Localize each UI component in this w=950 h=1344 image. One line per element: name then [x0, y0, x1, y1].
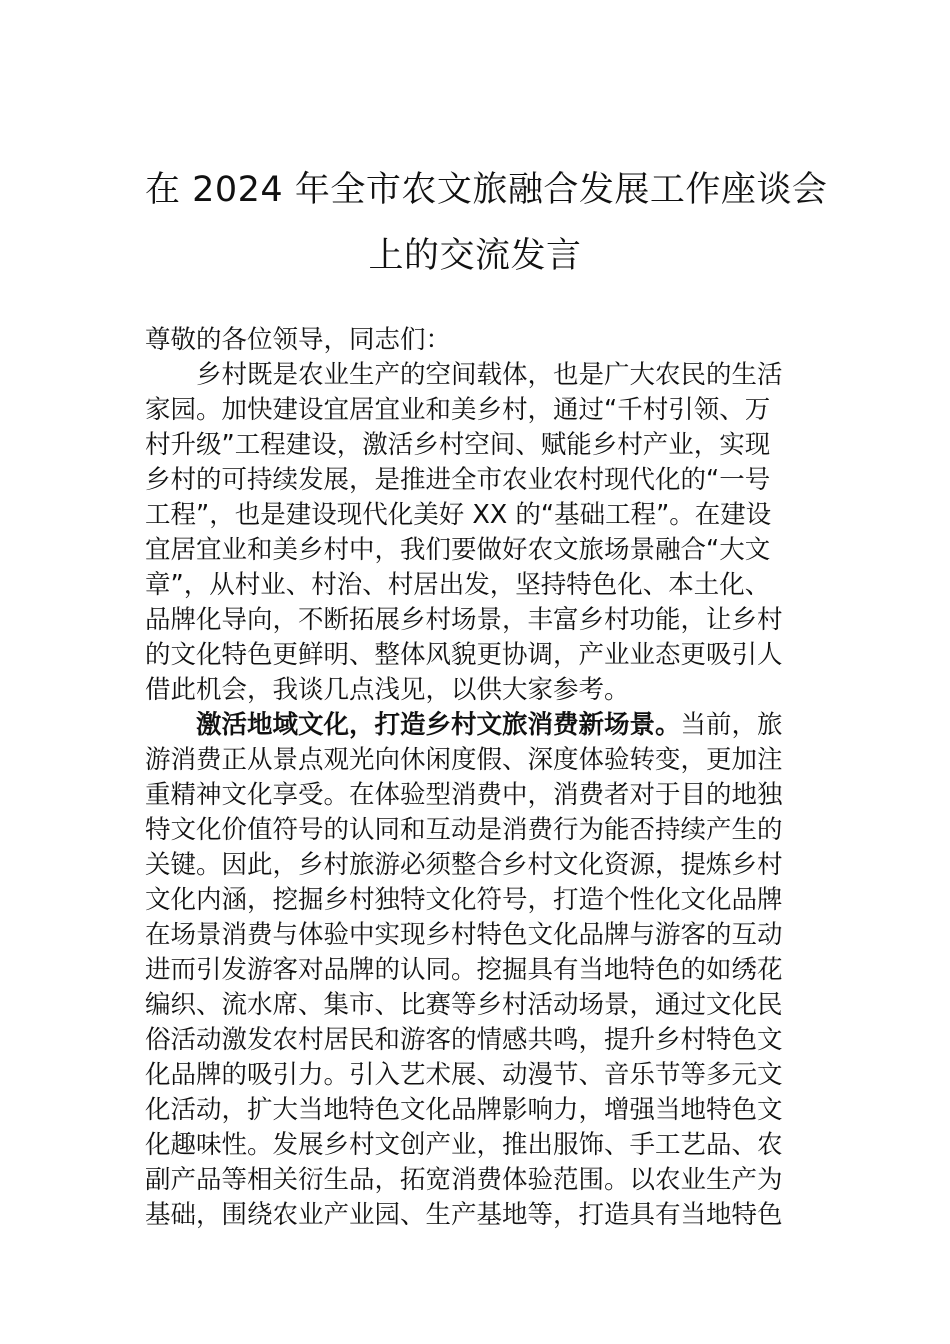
paragraph-2-heading: 激活地域文化，打造乡村文旅消费新场景。	[196, 710, 681, 740]
paragraph-1-line: 章”，从村业、村治、村居出发，坚持特色化、本土化、	[145, 570, 771, 600]
paragraph-2-line: 化趣味性。发展乡村文创产业，推出服饰、手工艺品、农	[145, 1130, 783, 1160]
paragraph-1-line: 品牌化导向，不断拓展乡村场景，丰富乡村功能，让乡村	[145, 605, 783, 635]
paragraph-2-first-line-rest: 当前，旅	[680, 710, 783, 740]
paragraph-2-line: 基础，围绕农业产业园、生产基地等，打造具有当地特色	[145, 1200, 783, 1230]
paragraph-2-line: 副产品等相关衍生品，拓宽消费体验范围。以农业生产为	[145, 1165, 783, 1195]
paragraph-2-line: 编织、流水席、集市、比赛等乡村活动场景，通过文化民	[145, 990, 783, 1020]
document-title-line-1: 在 2024 年全市农文旅融合发展工作座谈会	[145, 170, 828, 210]
paragraph-2-line: 关键。因此，乡村旅游必须整合乡村文化资源，提炼乡村	[145, 850, 783, 880]
paragraph-2-line: 俗活动激发农村居民和游客的情感共鸣，提升乡村特色文	[145, 1025, 783, 1055]
paragraph-2-line: 文化内涵，挖掘乡村独特文化符号，打造个性化文化品牌	[145, 885, 783, 915]
paragraph-2-line: 特文化价值符号的认同和互动是消费行为能否持续产生的	[145, 815, 783, 845]
paragraph-1-line: 乡村的可持续发展，是推进全市农业农村现代化的“一号	[145, 465, 771, 495]
paragraph-1-line: 借此机会，我谈几点浅见，以供大家参考。	[145, 675, 630, 705]
paragraph-1-line: 家园。加快建设宜居宜业和美乡村，通过“千村引领、万	[145, 395, 771, 425]
document-body	[145, 323, 809, 1233]
paragraph-2-line: 进而引发游客对品牌的认同。挖掘具有当地特色的如绣花	[145, 955, 783, 985]
paragraph-1-line: 的文化特色更鲜明、整体风貌更协调，产业业态更吸引人	[145, 640, 783, 670]
paragraph-2-line: 重精神文化享受。在体验型消费中，消费者对于目的地独	[145, 780, 783, 810]
salutation: 尊敬的各位领导，同志们：	[145, 325, 452, 355]
paragraph-2-line: 游消费正从景点观光向休闲度假、深度体验转变，更加注	[145, 745, 783, 775]
paragraph-1-line: 宜居宜业和美乡村中，我们要做好农文旅场景融合“大文	[145, 535, 771, 565]
paragraph-1-line: 村升级”工程建设，激活乡村空间、赋能乡村产业，实现	[145, 430, 771, 460]
paragraph-2-line: 在场景消费与体验中实现乡村特色文化品牌与游客的互动	[145, 920, 783, 950]
paragraph-2-first-line	[145, 708, 809, 743]
paragraph-1-line: 乡村既是农业生产的空间载体，也是广大农民的生活	[196, 360, 783, 390]
document-title-line-2: 上的交流发言	[368, 236, 582, 276]
paragraph-2-line: 化活动，扩大当地特色文化品牌影响力，增强当地特色文	[145, 1095, 783, 1125]
paragraph-1-line: 工程”，也是建设现代化美好 XX 的“基础工程”。在建设	[145, 500, 772, 530]
paragraph-2-line: 化品牌的吸引力。引入艺术展、动漫节、音乐节等多元文	[145, 1060, 783, 1090]
